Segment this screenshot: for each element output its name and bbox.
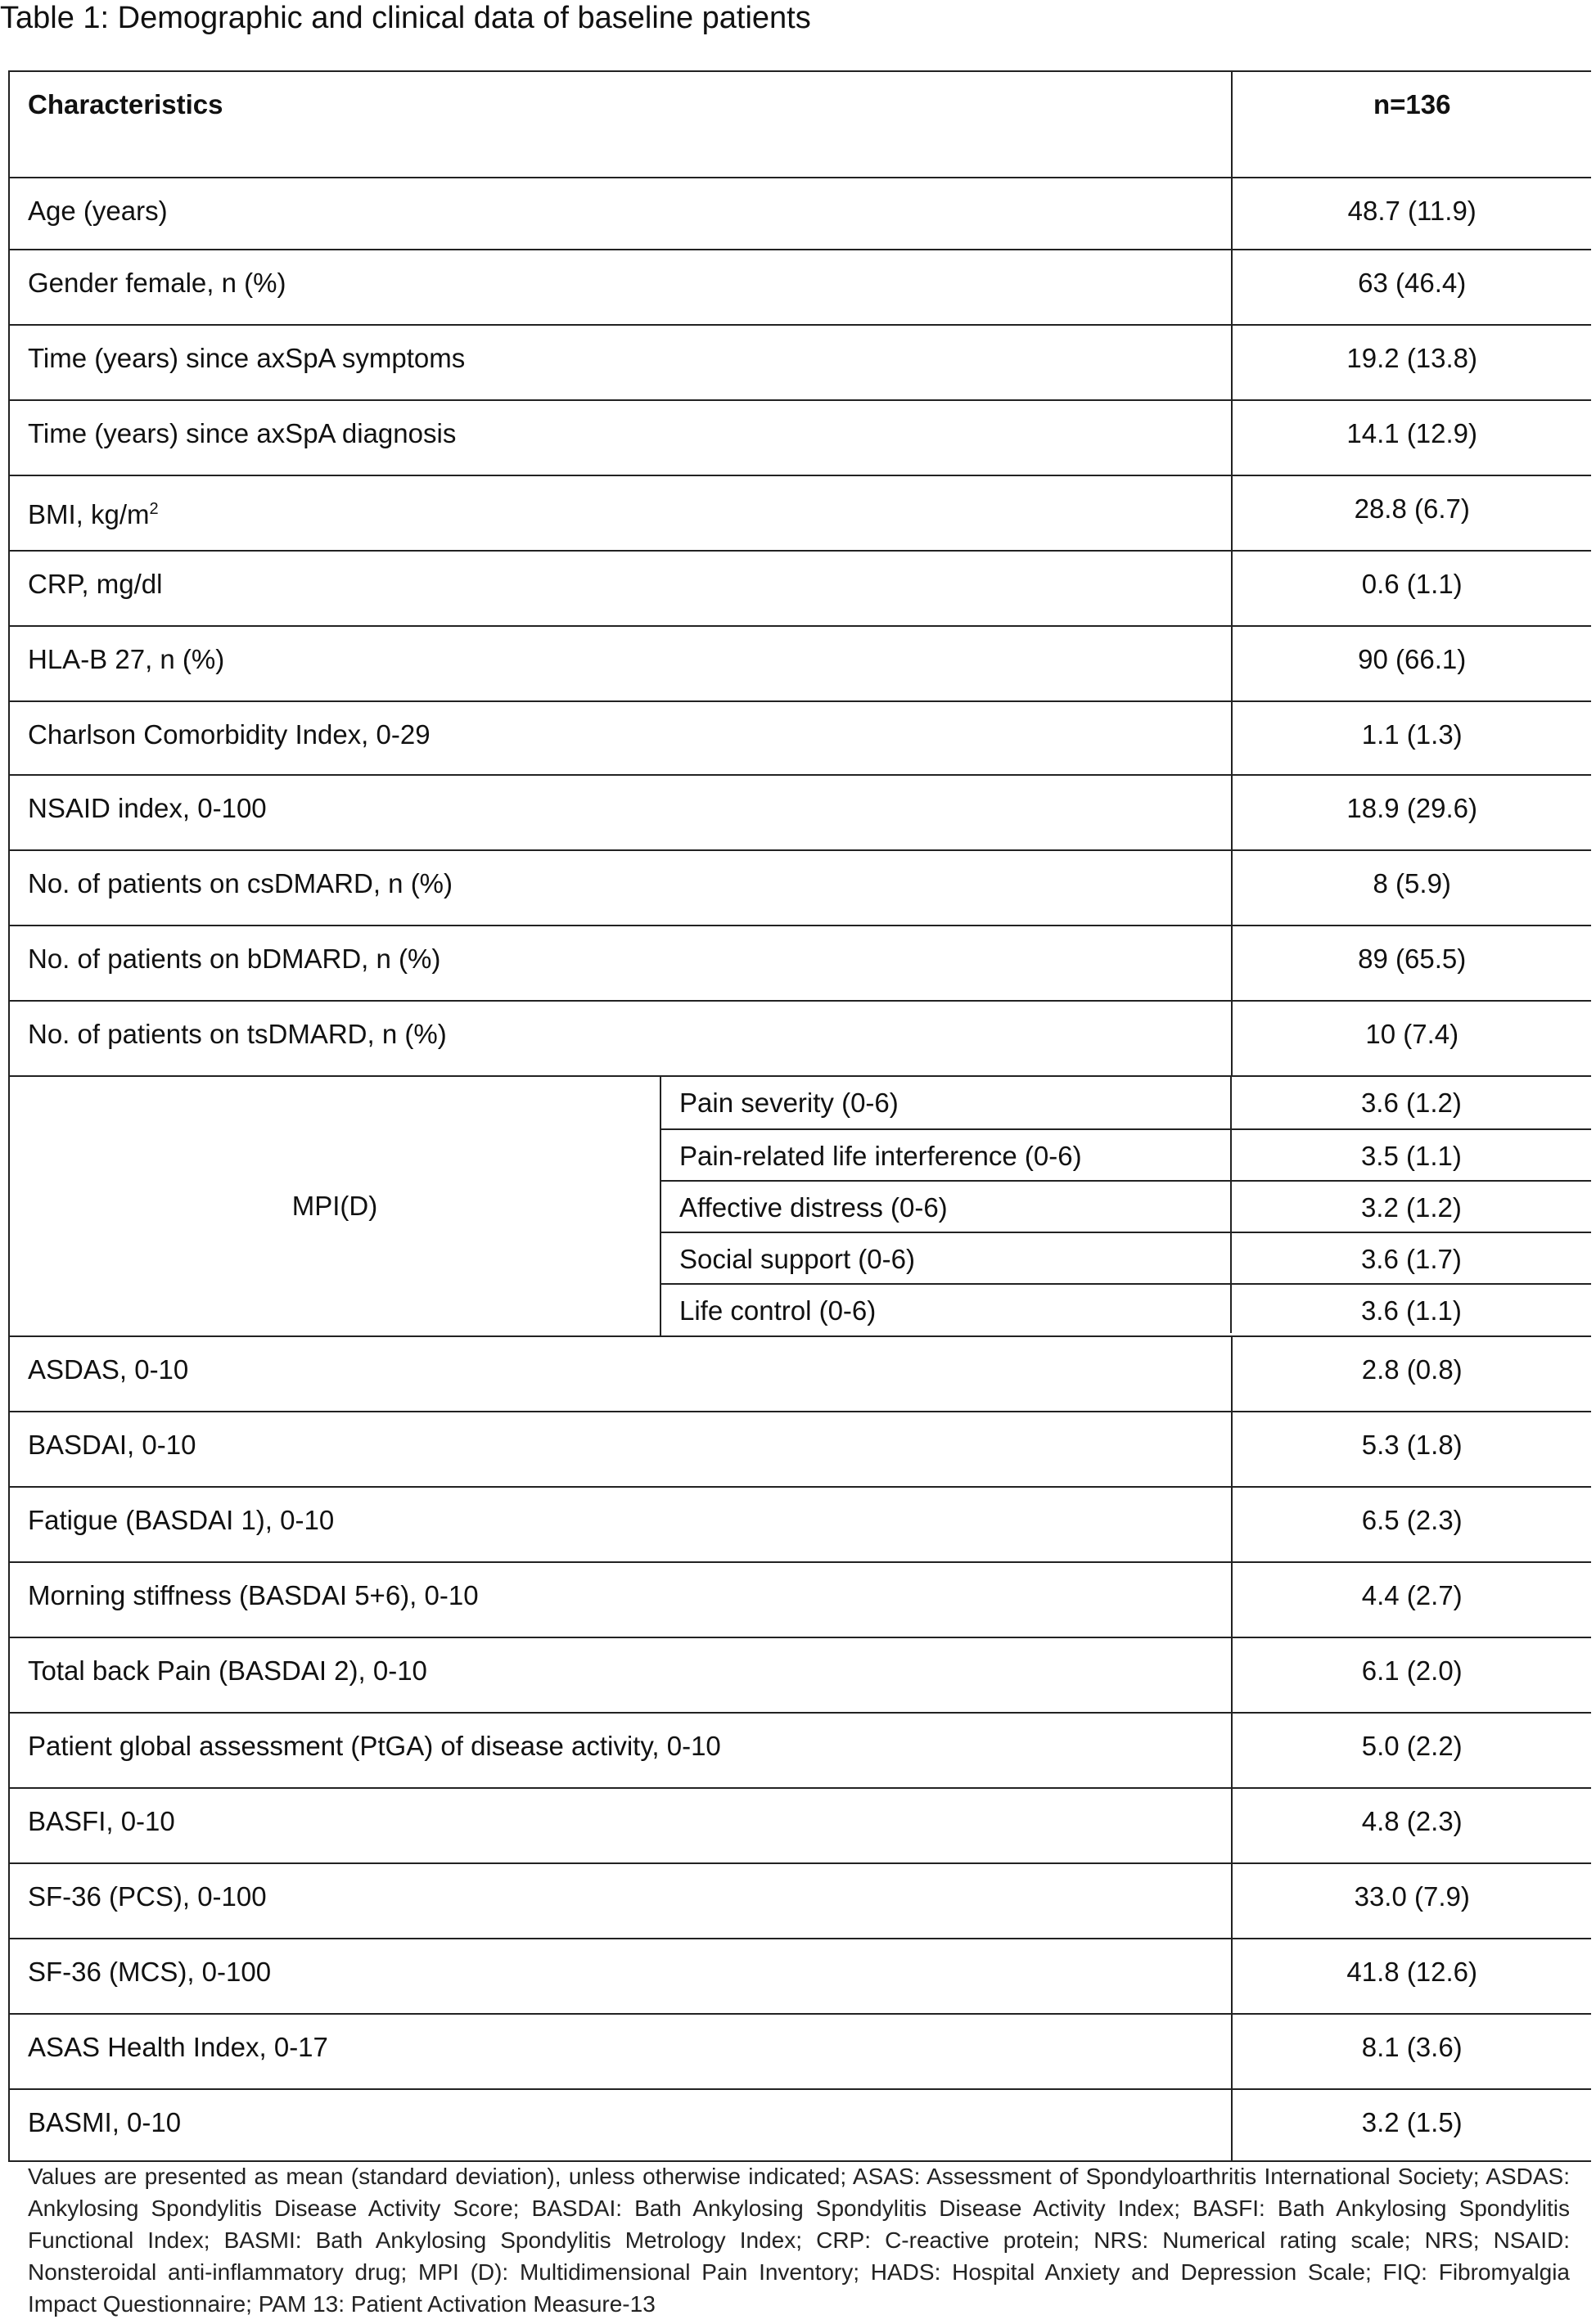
row-value: 48.7 (11.9) <box>1231 178 1591 249</box>
table-row <box>10 324 1591 399</box>
table-row <box>10 1486 1591 1561</box>
mpi-subrow <box>661 1283 1591 1333</box>
mpi-sub-label: Social support (0-6) <box>679 1244 915 1274</box>
table-row <box>10 849 1591 925</box>
table-row <box>10 2088 1591 2160</box>
row-value: 6.5 (2.3) <box>1231 1488 1591 1561</box>
table-row <box>10 399 1591 475</box>
row-label <box>10 702 1231 774</box>
row-label <box>10 1939 1231 2013</box>
table-row <box>10 1335 1591 1411</box>
row-value: 4.4 (2.7) <box>1231 1563 1591 1637</box>
table-row <box>10 1862 1591 1938</box>
row-label <box>10 1563 1231 1637</box>
row-label-text: Age (years) <box>28 196 168 226</box>
row-label <box>10 326 1231 399</box>
row-label-text: SF-36 (MCS), 0-100 <box>28 1957 272 1987</box>
mpi-subrow <box>661 1180 1591 1232</box>
table-footnote: Values are presented as mean (standard deviation), unless otherwise indicated; ASAS: Assessment of Spondyloarthritis International Society; ASDAS: Ankylosing Spondylitis Disease Activity Score; BASDAI: Bath Ankylosing Spondylitis Disease Activity Index; BASFI: Bath Ankylosing Spondylitis Functional Index; BASMI: Bath Ankylosing Spondylitis Metrology Index; CRP: C-reactive protein; NRS: Numerical rating scale; NRS; NSAID: Nonsteroidal anti-inflammatory drug; MPI (D): Multidimensional Pain Inventory; HADS: Hospital Anxiety and Depression Scale; FIQ: Fibromyalgia Impact Questionnaire; PAM 13: Patient Activation Measure-13 <box>28 2164 1570 2317</box>
row-label-text: No. of patients on bDMARD, n (%) <box>28 944 441 974</box>
row-label <box>10 1488 1231 1561</box>
table-row <box>10 475 1591 550</box>
row-label-text: No. of patients on tsDMARD, n (%) <box>28 1019 447 1049</box>
row-value: 14.1 (12.9) <box>1231 401 1591 475</box>
row-label-text: Charlson Comorbidity Index, 0-29 <box>28 719 431 750</box>
table-row <box>10 700 1591 774</box>
table-row <box>10 1637 1591 1712</box>
row-label-text: Time (years) since axSpA diagnosis <box>28 418 457 448</box>
row-value: 8.1 (3.6) <box>1231 2015 1591 2088</box>
row-value: 1.1 (1.3) <box>1231 702 1591 774</box>
table-row <box>10 625 1591 700</box>
table-header-row <box>10 72 1591 177</box>
row-label-text: Fatigue (BASDAI 1), 0-10 <box>28 1505 335 1535</box>
table-row <box>10 1411 1591 1486</box>
row-label-text: BMI, kg/m <box>28 499 150 529</box>
row-label <box>10 851 1231 925</box>
row-label <box>10 1864 1231 1938</box>
row-label <box>10 627 1231 700</box>
row-label <box>10 1412 1231 1486</box>
mpi-sub-label: Life control (0-6) <box>679 1295 877 1326</box>
table-caption: Table 1: Demographic and clinical data of baseline patients <box>0 1 811 35</box>
mpi-sub-value: 3.6 (1.1) <box>1230 1285 1591 1333</box>
table-row <box>10 1561 1591 1637</box>
row-label-text: Total back Pain (BASDAI 2), 0-10 <box>28 1655 427 1686</box>
table-row <box>10 1787 1591 1862</box>
table-row <box>10 925 1591 1000</box>
mpi-sub-value: 3.6 (1.2) <box>1230 1077 1591 1128</box>
row-label-text: Patient global assessment (PtGA) of disease activity, 0-10 <box>28 1731 721 1761</box>
table-row <box>10 550 1591 625</box>
row-label-text: BASMI, 0-10 <box>28 2107 182 2137</box>
mpi-sub-value: 3.5 (1.1) <box>1230 1130 1591 1180</box>
row-value: 18.9 (29.6) <box>1231 776 1591 849</box>
row-value: 63 (46.4) <box>1231 250 1591 324</box>
header-n: n=136 <box>1231 72 1591 177</box>
row-value: 19.2 (13.8) <box>1231 326 1591 399</box>
row-value: 90 (66.1) <box>1231 627 1591 700</box>
row-label <box>10 926 1231 1000</box>
mpi-sub-value: 3.2 (1.2) <box>1230 1182 1591 1232</box>
header-characteristics: Characteristics <box>28 89 223 119</box>
row-label <box>10 250 1231 324</box>
row-label-superscript: 2 <box>149 500 159 518</box>
row-value: 5.0 (2.2) <box>1231 1714 1591 1787</box>
row-value: 3.2 (1.5) <box>1231 2090 1591 2160</box>
row-label <box>10 178 1231 249</box>
row-label <box>10 1638 1231 1712</box>
row-label-text: BASDAI, 0-10 <box>28 1430 196 1460</box>
row-label-text: No. of patients on csDMARD, n (%) <box>28 868 453 899</box>
row-label-text: HLA-B 27, n (%) <box>28 644 225 674</box>
row-value: 10 (7.4) <box>1231 1002 1591 1075</box>
row-label-text: SF-36 (PCS), 0-100 <box>28 1881 267 1912</box>
row-label-text: CRP, mg/dl <box>28 569 163 599</box>
mpi-sub-value: 3.6 (1.7) <box>1230 1233 1591 1283</box>
mpi-subrow <box>661 1128 1591 1180</box>
table-row <box>10 1712 1591 1787</box>
row-label <box>10 401 1231 475</box>
row-value: 6.1 (2.0) <box>1231 1638 1591 1712</box>
table-row <box>10 1000 1591 1075</box>
row-label <box>10 776 1231 849</box>
row-label-text: BASFI, 0-10 <box>28 1806 175 1836</box>
table-row <box>10 249 1591 324</box>
row-value: 89 (65.5) <box>1231 926 1591 1000</box>
row-value: 5.3 (1.8) <box>1231 1412 1591 1486</box>
mpi-subrow <box>661 1232 1591 1283</box>
row-label <box>10 552 1231 625</box>
row-value: 41.8 (12.6) <box>1231 1939 1591 2013</box>
demographics-table <box>8 70 1591 2162</box>
mpi-sub-label: Affective distress (0-6) <box>679 1192 948 1223</box>
row-label-text: NSAID index, 0-100 <box>28 793 267 823</box>
row-label <box>10 1714 1231 1787</box>
row-label <box>10 2015 1231 2088</box>
row-value: 0.6 (1.1) <box>1231 552 1591 625</box>
row-value: 33.0 (7.9) <box>1231 1864 1591 1938</box>
row-label <box>10 2090 1231 2160</box>
row-label-text: Morning stiffness (BASDAI 5+6), 0-10 <box>28 1580 479 1610</box>
row-label-text: Gender female, n (%) <box>28 268 286 298</box>
table-row <box>10 2013 1591 2088</box>
row-value: 4.8 (2.3) <box>1231 1789 1591 1862</box>
mpi-label: MPI(D) <box>291 1191 378 1221</box>
row-label-text: ASAS Health Index, 0-17 <box>28 2032 328 2062</box>
mpi-sub-label: Pain severity (0-6) <box>679 1088 899 1118</box>
table-row <box>10 1938 1591 2013</box>
row-label <box>10 476 1231 550</box>
row-label <box>10 1789 1231 1862</box>
row-label <box>10 1002 1231 1075</box>
row-label <box>10 1337 1231 1411</box>
row-value: 28.8 (6.7) <box>1231 476 1591 550</box>
mpi-subrow <box>661 1077 1591 1128</box>
row-label-text: ASDAS, 0-10 <box>28 1354 189 1385</box>
mpi-sub-label: Pain-related life interference (0-6) <box>679 1141 1082 1171</box>
table-row <box>10 774 1591 849</box>
table-row <box>10 177 1591 249</box>
mpi-group <box>10 1075 1591 1335</box>
row-value: 8 (5.9) <box>1231 851 1591 925</box>
row-label-text: Time (years) since axSpA symptoms <box>28 343 466 373</box>
row-value: 2.8 (0.8) <box>1231 1337 1591 1411</box>
